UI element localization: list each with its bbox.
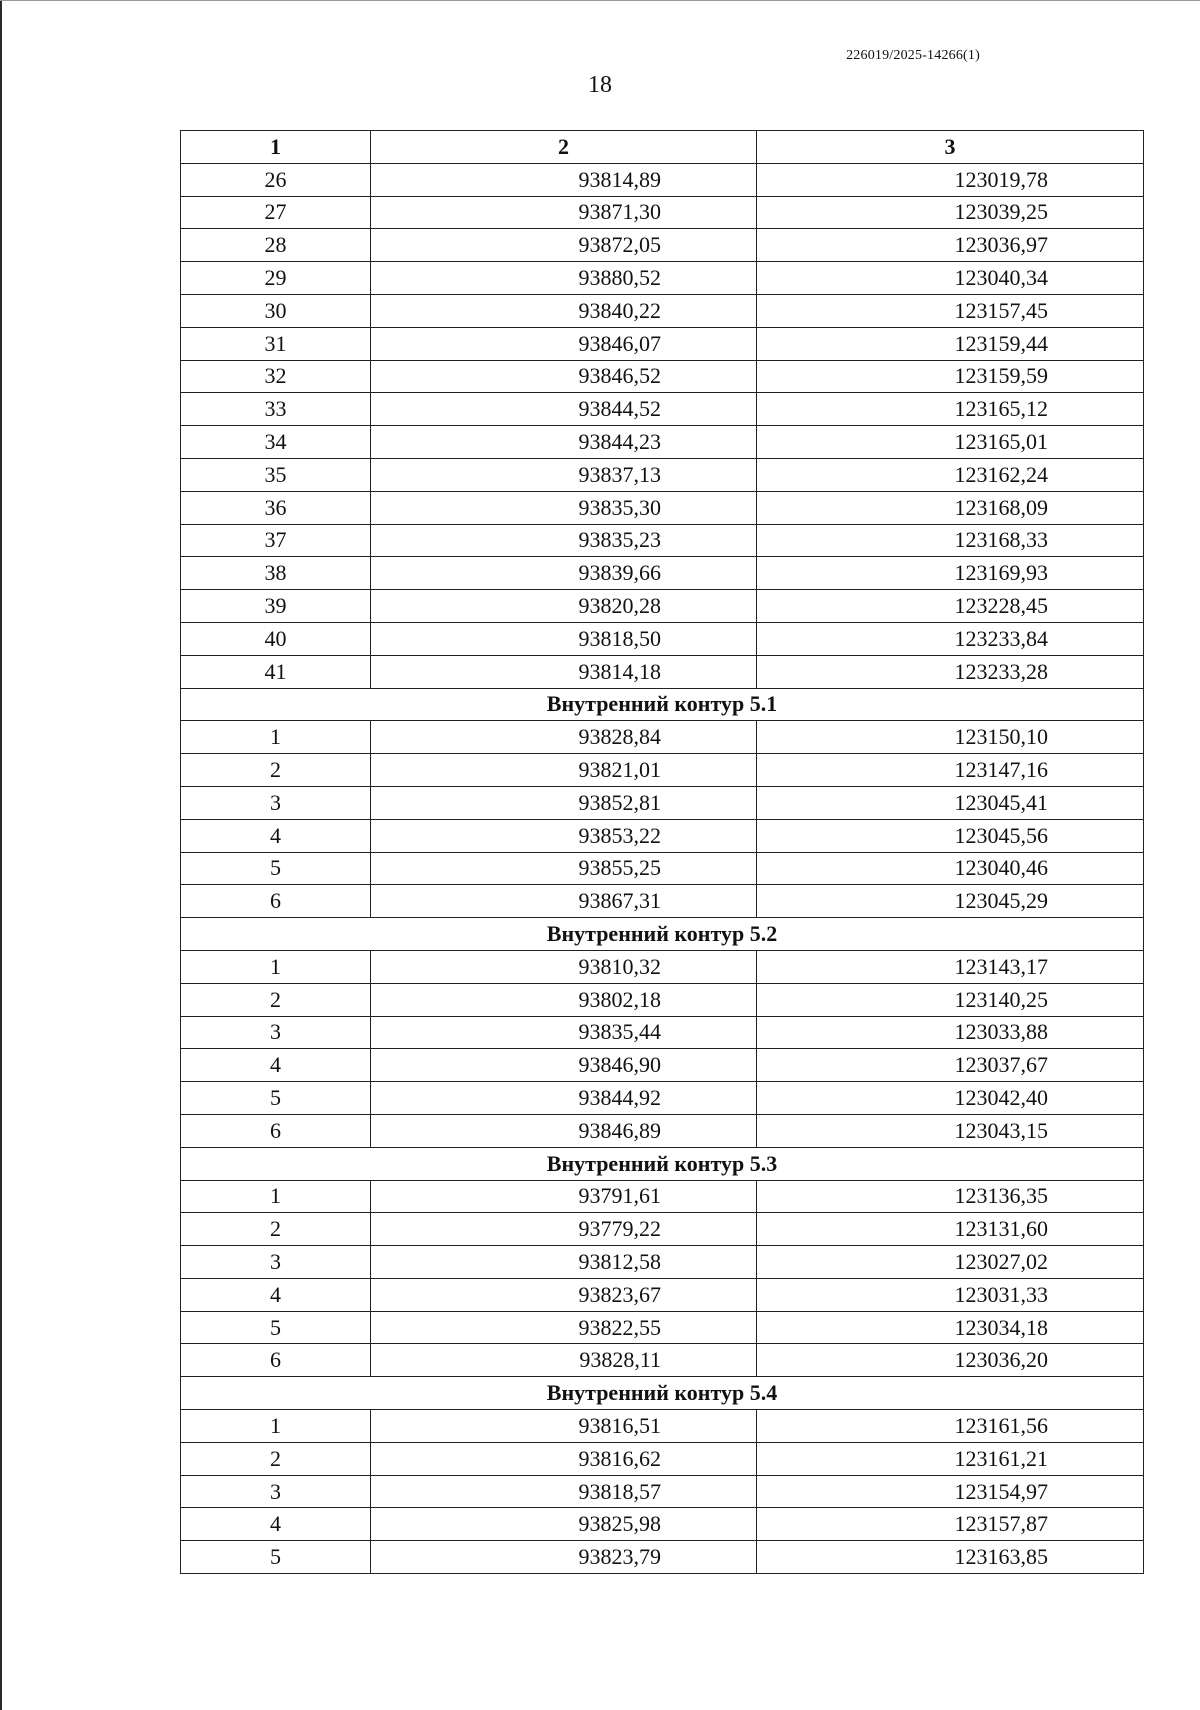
x-coordinate: 93853,22 (371, 819, 757, 852)
scan-edge-top (0, 0, 1200, 1)
table-row (181, 524, 1144, 557)
x-coordinate: 93822,55 (371, 1311, 757, 1344)
point-number: 1 (181, 1410, 371, 1443)
point-number: 32 (181, 360, 371, 393)
point-number: 1 (181, 1180, 371, 1213)
table-row (181, 852, 1144, 885)
table-body (181, 163, 1144, 1573)
y-coordinate: 123159,59 (757, 360, 1144, 393)
y-coordinate: 123045,56 (757, 819, 1144, 852)
point-number: 4 (181, 819, 371, 852)
point-number: 33 (181, 393, 371, 426)
table-row (181, 1082, 1144, 1115)
x-coordinate: 93855,25 (371, 852, 757, 885)
table-row (181, 950, 1144, 983)
y-coordinate: 123143,17 (757, 950, 1144, 983)
header-col-2: 2 (371, 131, 757, 164)
y-coordinate: 123136,35 (757, 1180, 1144, 1213)
section-row (181, 688, 1144, 721)
y-coordinate: 123228,45 (757, 590, 1144, 623)
coordinates-table (180, 130, 1144, 1574)
point-number: 2 (181, 1442, 371, 1475)
y-coordinate: 123131,60 (757, 1213, 1144, 1246)
table-row (181, 1278, 1144, 1311)
table-row (181, 557, 1144, 590)
point-number: 5 (181, 1541, 371, 1574)
table-row (181, 1410, 1144, 1443)
y-coordinate: 123031,33 (757, 1278, 1144, 1311)
table-row (181, 1049, 1144, 1082)
x-coordinate: 93880,52 (371, 262, 757, 295)
x-coordinate: 93846,90 (371, 1049, 757, 1082)
point-number: 3 (181, 1016, 371, 1049)
y-coordinate: 123033,88 (757, 1016, 1144, 1049)
y-coordinate: 123157,45 (757, 294, 1144, 327)
x-coordinate: 93872,05 (371, 229, 757, 262)
point-number: 2 (181, 1213, 371, 1246)
point-number: 1 (181, 721, 371, 754)
x-coordinate: 93867,31 (371, 885, 757, 918)
point-number: 6 (181, 885, 371, 918)
y-coordinate: 123163,85 (757, 1541, 1144, 1574)
table-row (181, 458, 1144, 491)
x-coordinate: 93835,44 (371, 1016, 757, 1049)
table-row (181, 983, 1144, 1016)
table-row (181, 163, 1144, 196)
point-number: 38 (181, 557, 371, 590)
x-coordinate: 93825,98 (371, 1508, 757, 1541)
point-number: 3 (181, 1475, 371, 1508)
header-row (181, 131, 1144, 164)
point-number: 35 (181, 458, 371, 491)
page-number: 18 (588, 72, 612, 98)
point-number: 28 (181, 229, 371, 262)
x-coordinate: 93818,57 (371, 1475, 757, 1508)
table-row (181, 262, 1144, 295)
table-row (181, 622, 1144, 655)
x-coordinate: 93823,67 (371, 1278, 757, 1311)
y-coordinate: 123150,10 (757, 721, 1144, 754)
point-number: 4 (181, 1049, 371, 1082)
x-coordinate: 93844,23 (371, 426, 757, 459)
table-row (181, 1475, 1144, 1508)
point-number: 2 (181, 754, 371, 787)
table-row (181, 655, 1144, 688)
document-number: 226019/2025-14266(1) (846, 48, 980, 63)
y-coordinate: 123169,93 (757, 557, 1144, 590)
point-number: 5 (181, 852, 371, 885)
table-row (181, 1508, 1144, 1541)
y-coordinate: 123037,67 (757, 1049, 1144, 1082)
point-number: 3 (181, 1246, 371, 1279)
point-number: 31 (181, 327, 371, 360)
y-coordinate: 123168,09 (757, 491, 1144, 524)
table-row (181, 1344, 1144, 1377)
y-coordinate: 123039,25 (757, 196, 1144, 229)
y-coordinate: 123161,21 (757, 1442, 1144, 1475)
x-coordinate: 93823,79 (371, 1541, 757, 1574)
table-row (181, 360, 1144, 393)
y-coordinate: 123162,24 (757, 458, 1144, 491)
table-row (181, 1213, 1144, 1246)
x-coordinate: 93818,50 (371, 622, 757, 655)
x-coordinate: 93852,81 (371, 786, 757, 819)
y-coordinate: 123045,29 (757, 885, 1144, 918)
x-coordinate: 93814,89 (371, 163, 757, 196)
table-row (181, 1246, 1144, 1279)
y-coordinate: 123042,40 (757, 1082, 1144, 1115)
point-number: 40 (181, 622, 371, 655)
y-coordinate: 123019,78 (757, 163, 1144, 196)
table-row (181, 786, 1144, 819)
y-coordinate: 123168,33 (757, 524, 1144, 557)
x-coordinate: 93816,62 (371, 1442, 757, 1475)
table-row (181, 393, 1144, 426)
table-row (181, 1114, 1144, 1147)
table-row (181, 590, 1144, 623)
section-row (181, 1147, 1144, 1180)
point-number: 6 (181, 1114, 371, 1147)
point-number: 36 (181, 491, 371, 524)
x-coordinate: 93835,23 (371, 524, 757, 557)
point-number: 29 (181, 262, 371, 295)
y-coordinate: 123036,20 (757, 1344, 1144, 1377)
y-coordinate: 123233,28 (757, 655, 1144, 688)
point-number: 6 (181, 1344, 371, 1377)
x-coordinate: 93846,89 (371, 1114, 757, 1147)
x-coordinate: 93814,18 (371, 655, 757, 688)
table-row (181, 229, 1144, 262)
table-row (181, 754, 1144, 787)
y-coordinate: 123147,16 (757, 754, 1144, 787)
table-row (181, 491, 1144, 524)
section-row (181, 1377, 1144, 1410)
y-coordinate: 123036,97 (757, 229, 1144, 262)
y-coordinate: 123043,15 (757, 1114, 1144, 1147)
table-row (181, 721, 1144, 754)
section-row (181, 918, 1144, 951)
x-coordinate: 93802,18 (371, 983, 757, 1016)
point-number: 5 (181, 1311, 371, 1344)
table-row (181, 1541, 1144, 1574)
point-number: 26 (181, 163, 371, 196)
y-coordinate: 123140,25 (757, 983, 1144, 1016)
section-title: Внутренний контур 5.1 (181, 688, 1144, 721)
x-coordinate: 93812,58 (371, 1246, 757, 1279)
point-number: 27 (181, 196, 371, 229)
x-coordinate: 93816,51 (371, 1410, 757, 1443)
y-coordinate: 123040,34 (757, 262, 1144, 295)
table-row (181, 819, 1144, 852)
x-coordinate: 93846,07 (371, 327, 757, 360)
x-coordinate: 93821,01 (371, 754, 757, 787)
table-row (181, 426, 1144, 459)
table-header (181, 131, 1144, 164)
x-coordinate: 93779,22 (371, 1213, 757, 1246)
header-col-3: 3 (757, 131, 1144, 164)
table-row (181, 294, 1144, 327)
x-coordinate: 93871,30 (371, 196, 757, 229)
y-coordinate: 123045,41 (757, 786, 1144, 819)
x-coordinate: 93844,52 (371, 393, 757, 426)
point-number: 30 (181, 294, 371, 327)
table-row (181, 1442, 1144, 1475)
x-coordinate: 93791,61 (371, 1180, 757, 1213)
point-number: 4 (181, 1508, 371, 1541)
point-number: 41 (181, 655, 371, 688)
y-coordinate: 123040,46 (757, 852, 1144, 885)
table-row (181, 196, 1144, 229)
y-coordinate: 123154,97 (757, 1475, 1144, 1508)
section-title: Внутренний контур 5.3 (181, 1147, 1144, 1180)
x-coordinate: 93840,22 (371, 294, 757, 327)
y-coordinate: 123161,56 (757, 1410, 1144, 1443)
y-coordinate: 123034,18 (757, 1311, 1144, 1344)
y-coordinate: 123157,87 (757, 1508, 1144, 1541)
header-col-1: 1 (181, 131, 371, 164)
x-coordinate: 93846,52 (371, 360, 757, 393)
x-coordinate: 93828,84 (371, 721, 757, 754)
point-number: 1 (181, 950, 371, 983)
table-row (181, 327, 1144, 360)
section-title: Внутренний контур 5.2 (181, 918, 1144, 951)
point-number: 5 (181, 1082, 371, 1115)
y-coordinate: 123165,12 (757, 393, 1144, 426)
section-title: Внутренний контур 5.4 (181, 1377, 1144, 1410)
point-number: 4 (181, 1278, 371, 1311)
table-row (181, 1180, 1144, 1213)
y-coordinate: 123233,84 (757, 622, 1144, 655)
x-coordinate: 93820,28 (371, 590, 757, 623)
table-row (181, 1016, 1144, 1049)
x-coordinate: 93839,66 (371, 557, 757, 590)
table-row (181, 1311, 1144, 1344)
point-number: 3 (181, 786, 371, 819)
y-coordinate: 123027,02 (757, 1246, 1144, 1279)
scan-edge-left (0, 0, 2, 1710)
x-coordinate: 93828,11 (371, 1344, 757, 1377)
point-number: 2 (181, 983, 371, 1016)
point-number: 34 (181, 426, 371, 459)
y-coordinate: 123159,44 (757, 327, 1144, 360)
x-coordinate: 93844,92 (371, 1082, 757, 1115)
x-coordinate: 93810,32 (371, 950, 757, 983)
y-coordinate: 123165,01 (757, 426, 1144, 459)
point-number: 39 (181, 590, 371, 623)
x-coordinate: 93837,13 (371, 458, 757, 491)
table-row (181, 885, 1144, 918)
x-coordinate: 93835,30 (371, 491, 757, 524)
point-number: 37 (181, 524, 371, 557)
